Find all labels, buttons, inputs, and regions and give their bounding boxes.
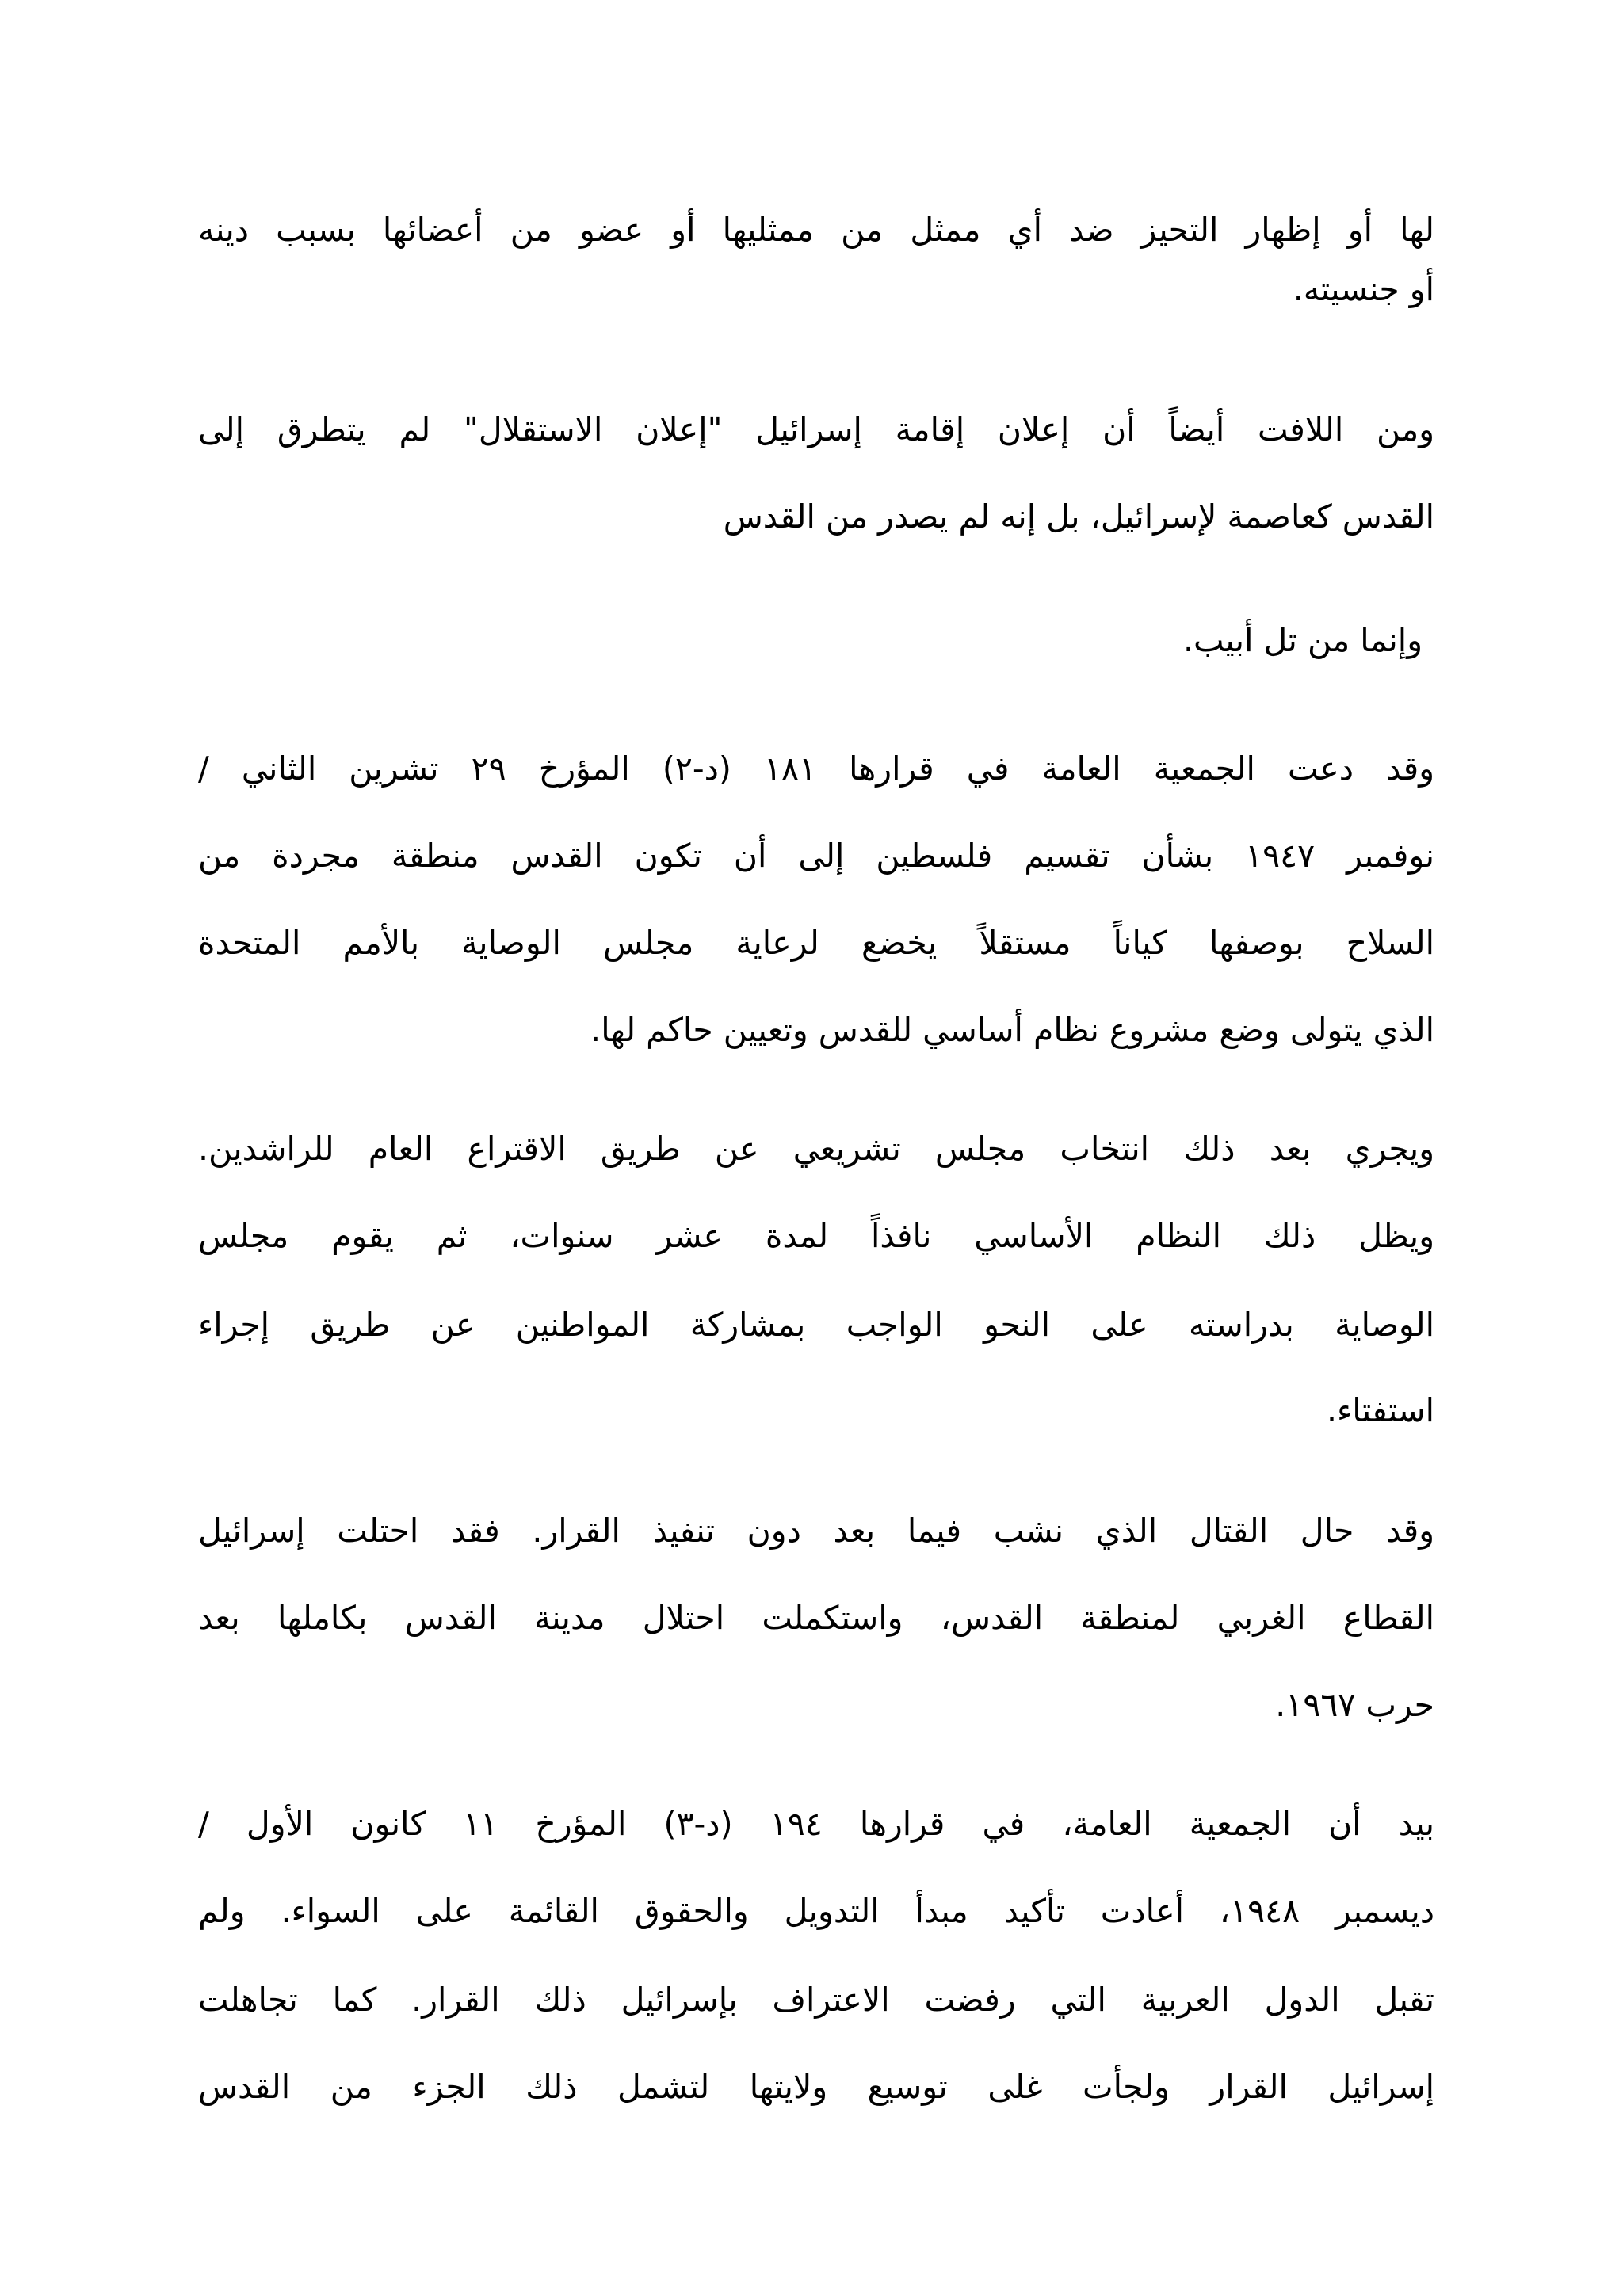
text-line: إسرائيل القرار ولجأت غلى توسيع ولايتها لتشمل ذلك الجزء من القدس: [198, 2068, 1434, 2106]
text-line: السلاح بوصفها كياناً مستقلاً يخضع لرعاية مجلس الوصاية بالأمم المتحدة: [198, 924, 1434, 962]
text-line: الوصاية بدراسته على النحو الواجب بمشاركة المواطنين عن طريق إجراء: [198, 1306, 1434, 1344]
text-line: القطاع الغربي لمنطقة القدس، واستكملت احتلال مدينة القدس بكاملها بعد: [198, 1599, 1434, 1637]
text-line: ويظل ذلك النظام الأساسي نافذاً لمدة عشر سنوات، ثم يقوم مجلس: [198, 1217, 1434, 1255]
text-line: أو جنسيته.: [1293, 270, 1434, 308]
text-line: وقد دعت الجمعية العامة في قرارها ١٨١ (د-٢) المؤرخ ٢٩ تشرين الثاني /: [198, 749, 1434, 788]
document-page: [198, 198, 1434, 2139]
text-line: استفتاء.: [1326, 1391, 1434, 1429]
text-line: تقبل الدول العربية التي رفضت الاعتراف بإسرائيل ذلك القرار. كما تجاهلت: [198, 1981, 1434, 2019]
text-line: الذي يتولى وضع مشروع نظام أساسي للقدس وتعيين حاكم لها.: [590, 1011, 1434, 1049]
text-line: ويجري بعد ذلك انتخاب مجلس تشريعي عن طريق الاقتراع العام للراشدين.: [198, 1130, 1434, 1168]
text-line: نوفمبر ١٩٤٧ بشأن تقسيم فلسطين إلى أن تكون القدس منطقة مجردة من: [198, 837, 1434, 875]
text-line: بيد أن الجمعية العامة، في قرارها ١٩٤ (د-٣) المؤرخ ١١ كانون الأول /: [198, 1805, 1434, 1843]
text-line: وقد حال القتال الذي نشب فيما بعد دون تنفيذ القرار. فقد احتلت إسرائيل: [198, 1512, 1434, 1550]
text-line: وإنما من تل أبيب.: [1183, 621, 1423, 659]
text-line: ومن اللافت أيضاً أن إعلان إقامة إسرائيل "إعلان الاستقلال" لم يتطرق إلى: [198, 410, 1434, 448]
text-line: حرب ١٩٦٧.: [1275, 1686, 1434, 1724]
text-line: لها أو إظهار التحيز ضد أي ممثل من ممثليها أو عضو من أعضائها بسبب دينه: [198, 211, 1434, 249]
text-line: القدس كعاصمة لإسرائيل، بل إنه لم يصدر من القدس: [723, 498, 1434, 536]
text-line: ديسمبر ١٩٤٨، أعادت تأكيد مبدأ التدويل والحقوق القائمة على السواء. ولم: [198, 1892, 1434, 1930]
